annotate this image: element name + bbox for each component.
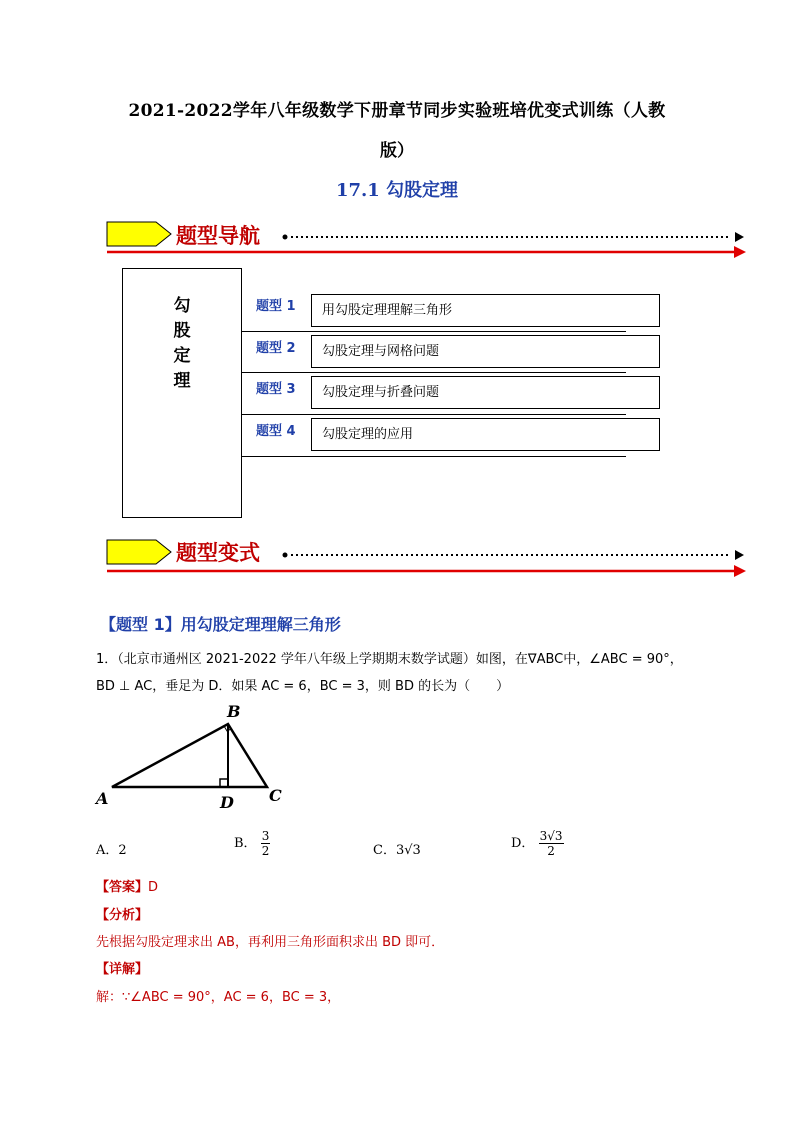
nav-row-divider <box>242 372 626 373</box>
option-c-prefix: C． <box>373 843 396 858</box>
vertex-label-a: A <box>96 789 109 808</box>
detail-label: 【详解】 <box>96 962 149 977</box>
nav-section-banner <box>0 210 794 264</box>
triangle-abc <box>112 724 267 787</box>
type-3-item[interactable]: 勾股定理与折叠问题 <box>311 376 660 409</box>
option-d-numerator: 3√3 <box>539 829 563 843</box>
vertex-label-d: D <box>220 793 234 812</box>
variants-section-banner <box>0 528 794 582</box>
question-stem-line2: BD ⊥ AC，垂足为 D．如果 AC = 6，BC = 3，则 BD 的长为（ ） <box>96 679 510 694</box>
topic-char: 定 <box>173 346 191 366</box>
type-2-label: 题型 2 <box>256 341 296 356</box>
yellow-pentagon-marker <box>107 222 171 246</box>
question-type-header: 【题型 1】用勾股定理理解三角形 <box>100 615 341 634</box>
red-arrow-head <box>734 246 746 258</box>
nav-row-divider <box>242 331 626 332</box>
topic-char: 股 <box>173 321 191 341</box>
vertex-label-c: C <box>269 786 282 805</box>
answer-label: 【答案】 <box>96 880 149 895</box>
type-1-label: 题型 1 <box>256 299 296 314</box>
variants-section-title: 题型变式 <box>176 541 260 565</box>
chapter-subtitle: 17.1 勾股定理 <box>335 180 459 201</box>
type-4-label: 题型 4 <box>256 424 296 439</box>
nav-row-divider <box>242 456 626 457</box>
dotted-arrow-head <box>735 232 744 242</box>
answer-value: D <box>148 880 159 895</box>
type-1-item[interactable]: 用勾股定理理解三角形 <box>311 294 660 327</box>
triangle-figure <box>90 700 290 815</box>
option-b[interactable] <box>234 829 270 858</box>
topic-char: 理 <box>173 371 191 391</box>
answer-row <box>96 876 158 895</box>
dotted-line-start-dot <box>283 235 288 240</box>
nav-section-title: 题型导航 <box>176 224 260 248</box>
dotted-line-start-dot <box>283 553 288 558</box>
option-c[interactable] <box>373 839 421 858</box>
option-a[interactable] <box>96 839 127 858</box>
question-stem-line1: 1．（北京市通州区 2021-2022 学年八年级上学期期末数学试题）如图，在∇ABC中，∠ABC = 90°， <box>96 652 683 667</box>
type-4-item[interactable]: 勾股定理的应用 <box>311 418 660 451</box>
option-d[interactable] <box>511 829 564 858</box>
analysis-label: 【分析】 <box>96 908 149 923</box>
option-b-prefix: B． <box>234 836 257 851</box>
red-arrow-head <box>734 565 746 577</box>
type-3-label: 题型 3 <box>256 382 296 397</box>
option-a-prefix: A． <box>96 843 119 858</box>
topic-char: 勾 <box>173 296 191 316</box>
topic-box-text <box>122 294 242 394</box>
analysis-text: 先根据勾股定理求出 AB，再利用三角形面积求出 BD 即可． <box>96 935 445 950</box>
document-title-line2: 版） <box>380 141 414 161</box>
option-d-denominator: 2 <box>547 844 555 858</box>
option-d-fraction <box>539 829 564 858</box>
option-d-prefix: D． <box>511 836 535 851</box>
yellow-pentagon-marker <box>107 540 171 564</box>
document-title-line1: 2021-2022学年八年级数学下册章节同步实验班培优变式训练（人教 <box>128 101 666 121</box>
option-c-value: 3√3 <box>395 843 421 858</box>
option-b-denominator: 2 <box>261 844 270 858</box>
nav-row-divider <box>242 414 626 415</box>
dotted-arrow-head <box>735 550 744 560</box>
type-2-item[interactable]: 勾股定理与网格问题 <box>311 335 660 368</box>
option-b-fraction <box>261 829 271 858</box>
detail-text: 解：∵∠ABC = 90°，AC = 6，BC = 3， <box>96 990 341 1005</box>
option-b-numerator: 3 <box>261 829 270 843</box>
option-a-value: 2 <box>118 843 127 858</box>
vertex-label-b: B <box>227 702 241 721</box>
